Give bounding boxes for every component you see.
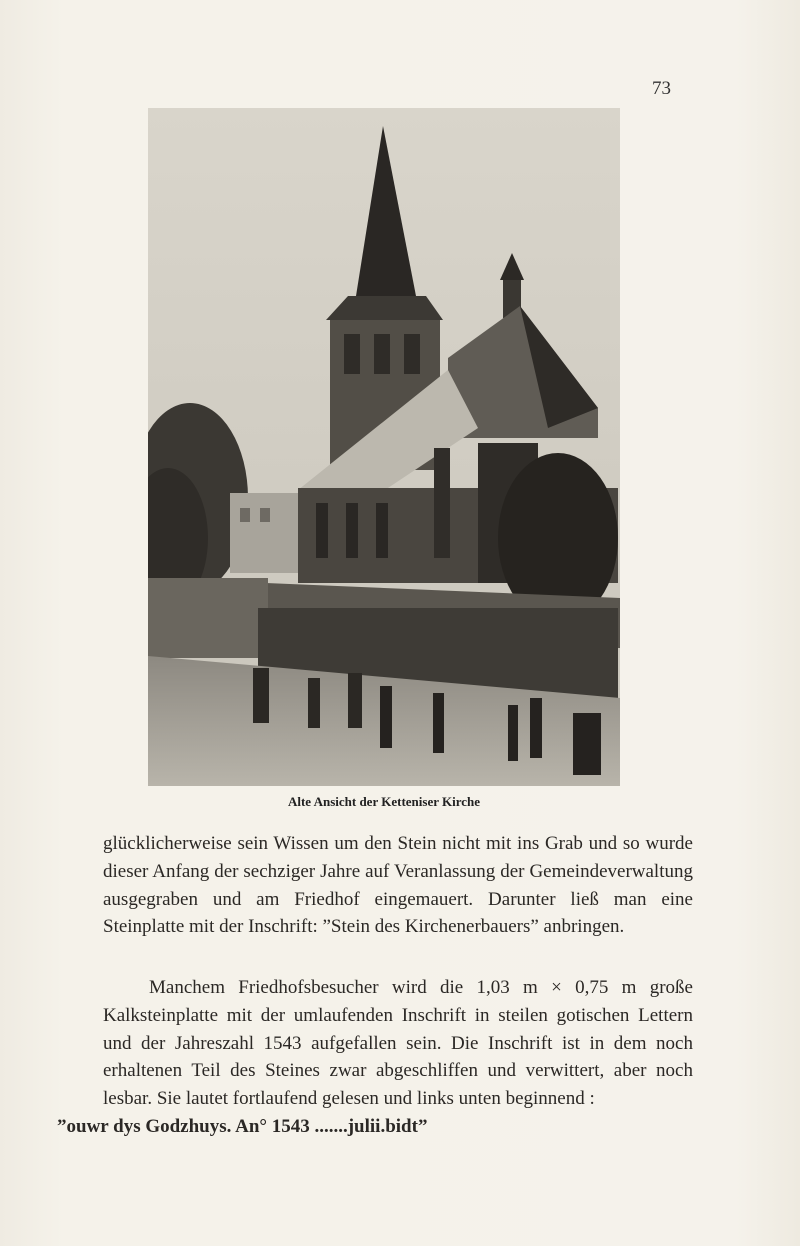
paragraph-2 — [57, 974, 693, 1141]
figure-caption: Alte Ansicht der Ketteniser Kirche — [287, 794, 481, 809]
inscription-quote: ”ouwr dys Godzhuys. An° 1543 .......julii.bidt” — [57, 1115, 428, 1137]
paragraph-2-text: Manchem Friedhofsbesucher wird die 1,03 m × 0,75 m große Kalksteinplatte mit der umlaufenden Inschrift in steilen gotischen Lettern und der Jahreszahl 1543 aufgefallen sein. Die Inschrift ist in dem noch erhaltenen Teil des Steines zwar abgeschliffen und verwittert, aber noch lesbar. Sie lautet fortlaufend gelesen und links unten beginnend : — [103, 977, 693, 1110]
church-photo — [148, 108, 620, 786]
page-number: 73 — [652, 78, 671, 99]
paragraph-1: glücklicherweise sein Wissen um den Stein nicht mit ins Grab und so wurde dieser Anfang der sechziger Jahre auf Veranlassung der Gemeindeverwaltung ausgegraben und am Friedhof eingemauert. Darunter ließ man eine Steinplatte mit der Inschrift: ”Stein des Kirchenerbauers” anbringen. — [103, 833, 693, 938]
